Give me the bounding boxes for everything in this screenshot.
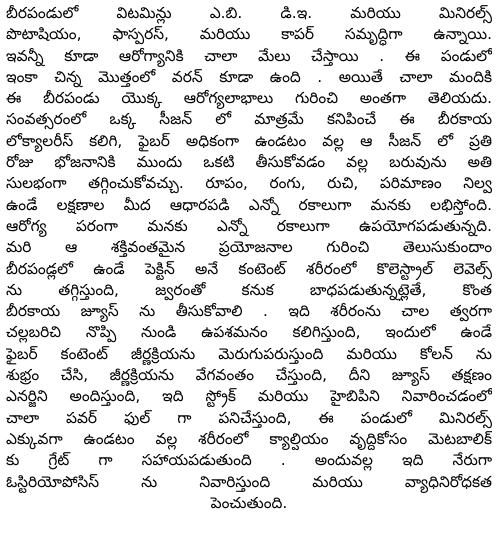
text-line-14: ను తగ్గిస్తుంది, జ్వరంతో కనుక బాధపడుతున్నట్లైతే, కొంత: [6, 280, 492, 299]
text-line-9: సులభంగా తగ్గించుకోవచ్చు. రూపం, రంగు, రుచి, పరిమాణం నిల్వ: [6, 174, 492, 193]
text-line-8: రోజు భోజనానికి ముందు ఒకటి తీసుకోవడం వల్ల బరువును అతి: [6, 153, 492, 172]
text-line-15: బీరకాయ జ్యూస్ ను తీసుకోవాలి . ఇది శరీరంను చాల త్వరగా: [6, 302, 492, 321]
text-line-21: ఎక్కువగా ఉండటం వల్ల శరీరంలో క్యాల్షియం వృద్దికోసం మెటబాలిక్: [6, 429, 492, 448]
text-line-2: పొటాషియం, ఫాస్పరస్, మరియు కాపర్ సమృద్ధిగా ఉన్నాయి.: [6, 25, 492, 44]
text-line-22: కు గ్రేట్ గా సహాయపడుతుంది . అందువల్ల ఇది నేరుగా: [6, 451, 492, 470]
text-line-5: ఈ బీరపండు యొక్క ఆరోగ్యలాభాలు గురించి అంతగా తెలియదు.: [6, 89, 492, 108]
text-line-4: ఇంకా చిన్న మొత్తంలో వరన్ కూడా ఉంది . అయితే చాలా మందికి: [6, 67, 492, 86]
text-line-13: బీరపండ్లలో ఉండే పెక్టిన్ అనే కంటెంట్ శరీరంలో కొలెస్ట్రాల్ లెవెల్స్: [6, 259, 492, 278]
text-line-20: చాలా పవర్ ఫుల్ గా పనిచేస్తుంది, ఈ పండులో మినిరల్స్: [6, 408, 492, 427]
text-line-24: పెంచుతుంది.: [210, 493, 288, 512]
text-line-3: ఇవన్నీ కూడా ఆరోగ్యానికి చాలా మేలు చేస్తాయి . ఈ పండులో: [6, 46, 492, 65]
text-line-23: ఓస్టిరియోపోసిస్ ను నివారిస్తుంది మరియు వ్యాధినిరోధకత: [6, 472, 492, 491]
text-line-17: ఫైబర్ కంటెంట్ జీర్ణక్రియను మెరుగుపరుస్తుంది మరియు కోలన్ ను: [6, 344, 492, 363]
text-line-10: ఉండే లక్షణాల మీద ఆధారపడి ఎన్నో రకాలుగా మనకు లభిస్తోంది.: [6, 195, 492, 214]
text-line-19: ఎనర్జిని అందిస్తుంది, ఇది స్ట్రోక్ మరియు హైబిపిని నివారించడంలో: [6, 387, 492, 406]
text-line-12: మరి ఆ శక్తివంతమైన ప్రయోజనాల గురించి తెలుసుకుందాం: [6, 238, 492, 257]
text-line-1: బీరపండులో విటమిన్లు ఎ.బి. డి.ఇ. మరియు మినిరల్స్: [6, 4, 492, 22]
text-line-11: ఆరోగ్య పరంగా మనకు ఎన్నో రకాలుగా ఉపయోగపడుతున్నది.: [6, 216, 492, 235]
text-line-7: లోక్యాలరీస్ కలిగి, ఫైబర్ అధికంగా ఉండటం వల్ల ఆ సీజన్ లో ప్రతి: [6, 131, 492, 150]
text-line-16: చల్లబరిచి నొప్పి నుండి ఉపశమనం కలిగిస్తుంది, ఇందులో ఉండే: [6, 323, 492, 342]
text-line-18: శుభ్రం చేసి, జీర్ణక్రియను వేగవంతం చేస్తుంది, దీని జ్యూస్ తక్షణం: [6, 366, 492, 385]
text-line-6: సంవత్సరంలో ఒక్క సీజన్ లో మాత్రమే కనిపించే ఈ బీరకాయ: [6, 110, 492, 129]
